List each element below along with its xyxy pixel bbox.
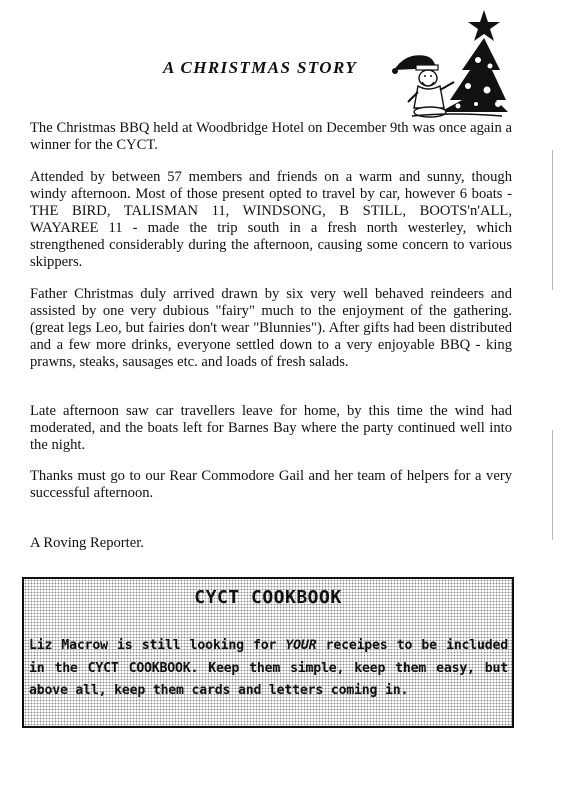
cookbook-message-end: receipes to be included in the CYCT COOKBOOK. Keep them simple, keep them easy, but above all, keep them cards and letters coming in. [29,638,508,698]
story-paragraph: Late afternoon saw car travellers leave for home, by this time the wind had moderated, and the boats left for Barnes Bay where the party continued well into the night. [30,403,512,453]
scan-margin-line [552,430,553,540]
story-paragraph: The Christmas BBQ held at Woodbridge Hotel on December 9th was once again a winner for the CYCT. [30,120,512,153]
cookbook-notice-box [22,577,514,728]
story-title: A CHRISTMAS STORY [163,58,358,77]
cookbook-message-start: Liz Macrow is still looking for [29,638,286,653]
cookbook-message [29,635,508,703]
story-signature: A Roving Reporter. [30,535,144,551]
story-paragraph: Attended by between 57 members and friends on a warm and sunny, though windy afternoon. Most of those present opted to travel by car, however 6 boats - THE BIRD, TALISMAN 11, WINDSONG, B STILL, BOOTS'n'ALL, WAYAREE 11 - made the trip south in a fresh north westerley, which strengthened considerably during the afternoon, causing some concern to various skippers. [30,169,512,270]
scan-margin-line [552,150,553,290]
story-paragraph: Thanks must go to our Rear Commodore Gail and her team of helpers for a very successful afternoon. [30,468,512,501]
story-paragraph: Father Christmas duly arrived drawn by six very well behaved reindeers and assisted by one very dubious "fairy" much to the enjoyment of the gathering. (great legs Leo, but fairies don't wear "Blunnies"). After gifts had been distributed and a few more drinks, everyone settled down to a very enjoyable BBQ - king prawns, steaks, sausages etc. and loads of fresh salads. [30,286,512,370]
cookbook-title: CYCT COOKBOOK [194,587,342,608]
santa-christmas-tree-icon [392,8,510,120]
cookbook-message-emphasis: YOUR [285,638,317,653]
